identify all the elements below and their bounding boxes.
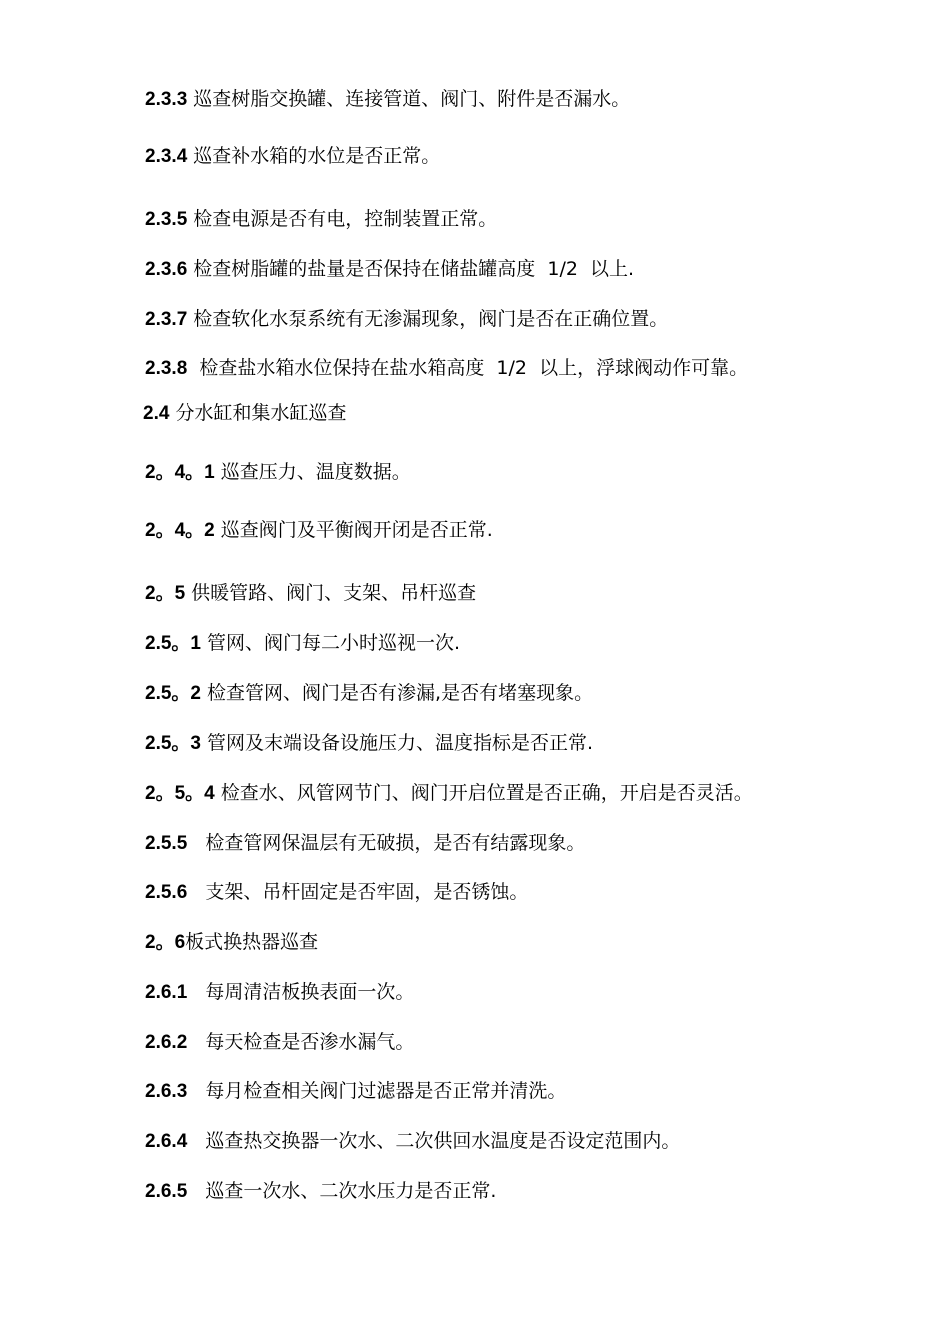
item-number: 2.6.5 [145,1181,188,1202]
item-number: 2.6.4 [145,1131,188,1152]
item-text: 检查水、风管网节门、阀门开启位置是否正确，开启是否灵活。 [214,782,753,804]
item-text: 巡查阀门及平衡阀开闭是否正常. [214,519,493,541]
item-number: 2。5 [145,583,186,604]
text-line-2-4-1 [145,460,411,485]
text-line-2-5-2 [145,681,593,706]
text-line-2-3-8 [145,356,748,381]
item-number: 2。6 [145,932,186,953]
item-number: 2.5。2 [145,683,201,704]
item-number: 2.6.1 [145,982,188,1003]
item-number: 2。4。1 [145,462,215,483]
item-number: 2.3.7 [145,309,188,330]
item-text: 巡查补水箱的水位是否正常。 [187,145,441,167]
section-heading-2-5 [145,581,476,606]
item-text: 检查管网、阀门是否有渗漏,是否有堵塞现象。 [200,682,594,704]
text-line-2-6-3 [145,1079,566,1104]
item-text: 每月检查相关阀门过滤器是否正常并清洗。 [187,1080,567,1102]
item-text: 支架、吊杆固定是否牢固，是否锈蚀。 [187,881,529,903]
item-text: 每周清洁板换表面一次。 [187,981,415,1003]
text-line-2-5-5 [145,831,585,856]
item-text: 检查盐水箱水位保持在盐水箱高度 1/2 以上，浮球阀动作可靠。 [187,357,749,379]
text-line-2-3-3 [145,87,630,112]
text-line-2-5-6 [145,880,528,905]
item-number: 2.5.6 [145,882,188,903]
text-line-2-3-4 [145,144,440,169]
item-number: 2.3.4 [145,146,188,167]
item-text: 板式换热器巡查 [185,931,319,953]
text-line-2-5-4 [145,781,753,806]
item-number: 2.3.6 [145,259,188,280]
text-line-2-6-4 [145,1129,680,1154]
item-text: 分水缸和集水缸巡查 [169,402,347,424]
text-line-2-5-1 [145,631,460,656]
item-text: 检查管网保温层有无破损，是否有结露现象。 [187,832,586,854]
item-number: 2.5。1 [145,633,201,654]
text-line-2-6-1 [145,980,414,1005]
item-text: 检查树脂罐的盐量是否保持在储盐罐高度 1/2 以上. [187,258,635,280]
item-number: 2.4 [143,403,170,424]
item-number: 2.6.2 [145,1032,188,1053]
text-line-2-3-6 [145,257,634,282]
item-number: 2。4。2 [145,520,215,541]
text-line-2-6-2 [145,1030,414,1055]
item-text: 巡查热交换器一次水、二次供回水温度是否设定范围内。 [187,1130,681,1152]
item-text: 巡查一次水、二次水压力是否正常. [187,1180,497,1202]
item-text: 巡查压力、温度数据。 [214,461,411,483]
item-text: 每天检查是否渗水漏气。 [187,1031,415,1053]
item-number: 2.6.3 [145,1081,188,1102]
item-text: 检查电源是否有电，控制装置正常。 [187,208,498,230]
item-number: 2.3.8 [145,358,188,379]
item-text: 供暖管路、阀门、支架、吊杆巡查 [185,582,477,604]
item-text: 巡查树脂交换罐、连接管道、阀门、附件是否漏水。 [187,88,631,110]
item-text: 管网、阀门每二小时巡视一次. [200,632,461,654]
item-text: 检查软化水泵系统有无渗漏现象，阀门是否在正确位置。 [187,308,669,330]
section-heading-2-4 [143,401,346,426]
text-line-2-6-5 [145,1179,496,1204]
text-line-2-5-3 [145,731,593,756]
text-line-2-4-2 [145,518,493,543]
item-number: 2。5。4 [145,783,215,804]
section-heading-2-6 [145,930,318,955]
text-line-2-3-5 [145,207,497,232]
text-line-2-3-7 [145,307,668,332]
item-number: 2.3.3 [145,89,188,110]
item-number: 2.5.5 [145,833,188,854]
item-number: 2.3.5 [145,209,188,230]
item-number: 2.5。3 [145,733,201,754]
item-text: 管网及末端设备设施压力、温度指标是否正常. [200,732,594,754]
